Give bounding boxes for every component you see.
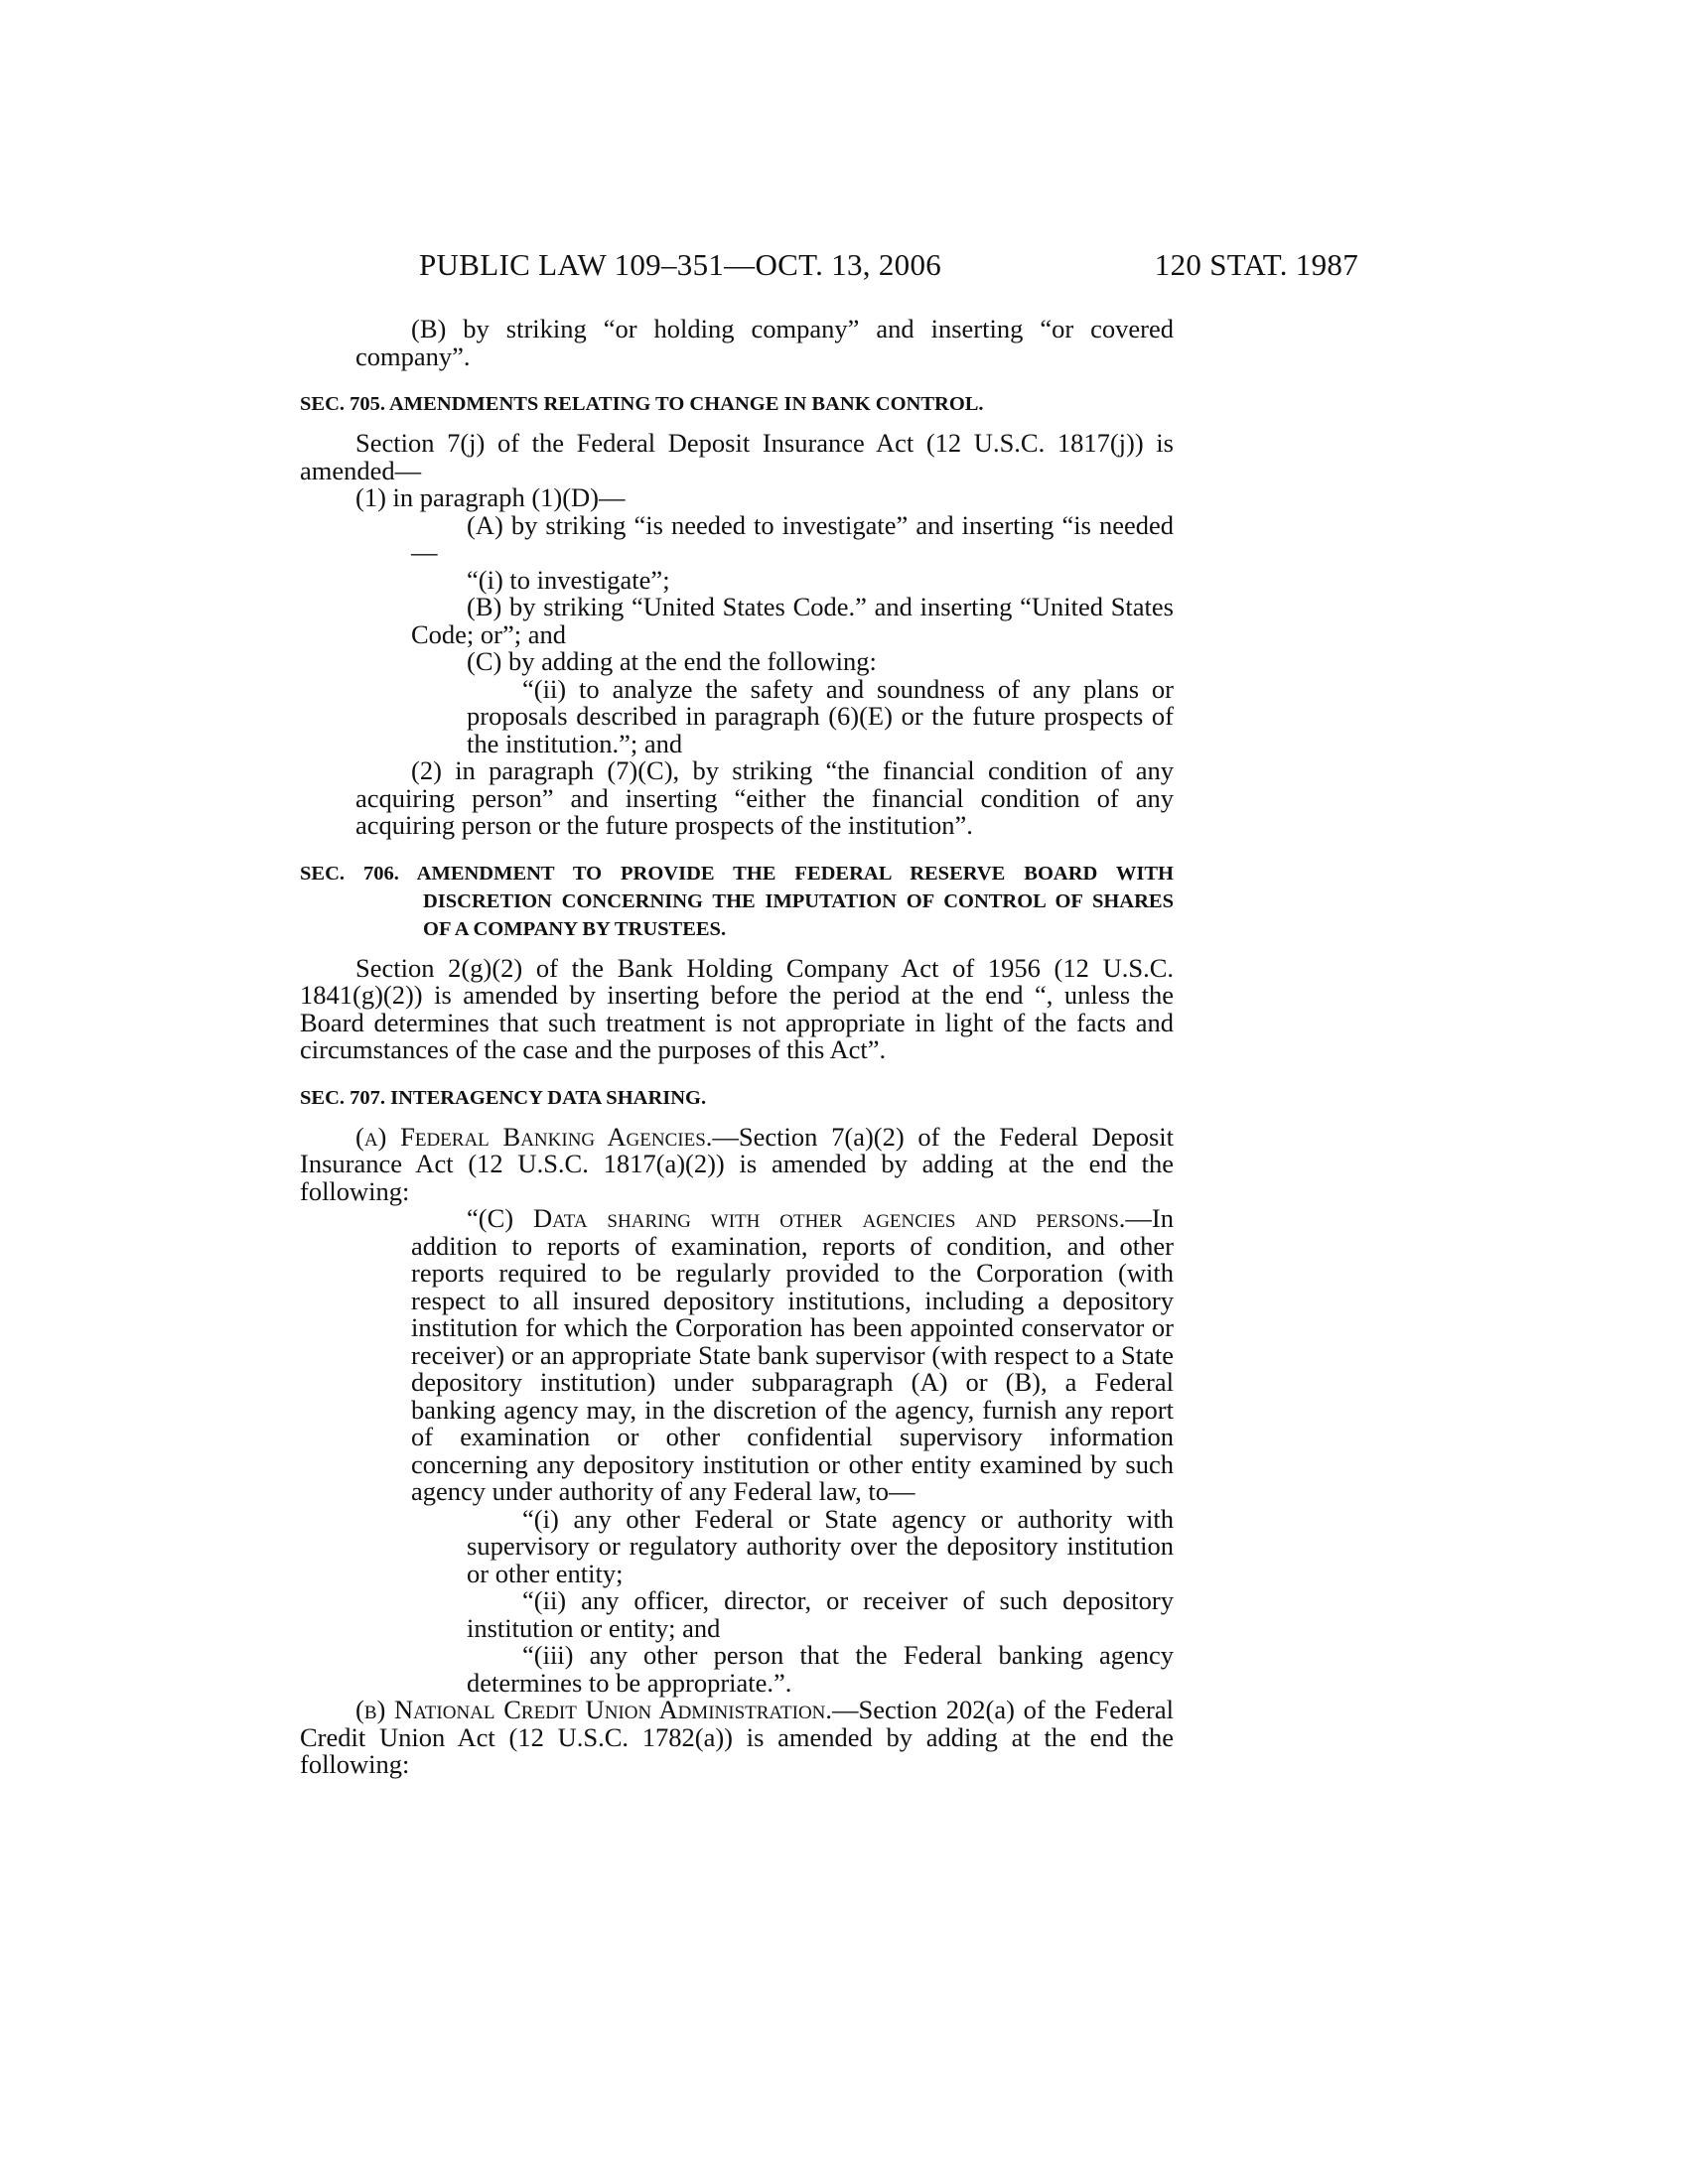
subsection-b-text: —Section 202(a) of the Federal Credit Union Act (12 U.S.C. 1782(a)) is amended by adding at the end the following: [300, 1695, 1174, 1779]
section-707-subsection-a [300, 1121, 1175, 1206]
section-707-clause-iii: “(iii) any other person that the Federal banking agency determines to be appropriate.”. [467, 1640, 1174, 1698]
section-705-item-1a: (A) by striking “is needed to investigate” and inserting “is needed— [411, 509, 1174, 567]
section-705-intro: Section 7(j) of the Federal Deposit Insurance Act (12 U.S.C. 1817(j)) is amended— [300, 428, 1174, 485]
paragraph-c-label: “(C) Data sharing with other agencies and persons. [467, 1203, 1126, 1233]
section-707-clause-ii: “(ii) any officer, director, or receiver of such depository institution or entity; and [467, 1585, 1174, 1643]
header-stat-page: 120 STAT. 1987 [1154, 247, 1358, 282]
document-body [300, 316, 1174, 1779]
section-706-body: Section 2(g)(2) of the Bank Holding Company Act of 1956 (12 U.S.C. 1841(g)(2)) is amended by inserting before the period at the end “, unless the Board determines that such treatment is not appropriate in light of the facts and circumstances of the case and the purposes of this Act”. [300, 952, 1174, 1064]
section-707-subsection-b [300, 1697, 1174, 1779]
section-705-item-1c: (C) by adding at the end the following: [467, 646, 877, 676]
subsection-b-label: (b) National Credit Union Administration. [355, 1695, 833, 1724]
section-705-item-2: (2) in paragraph (7)(C), by striking “the financial condition of any acquiring person” and inserting “either the financial condition of any acquiring person or the future prospects of the institution”. [355, 755, 1174, 840]
section-705-item-1a-i: “(i) to investigate”; [467, 564, 670, 595]
section-707-clause-i: “(i) any other Federal or State agency or authority with supervisory or regulatory authority over the depository institution or other entity; [467, 1503, 1174, 1588]
paragraph-b-covered-company: (B) by striking “or holding company” and inserting “or covered company”. [355, 314, 1174, 371]
subsection-a-text: —Section 7(a)(2) of the Federal Deposit Insurance Act (12 U.S.C. 1817(a)(2)) is amended by adding at the end the following: [300, 1121, 1175, 1206]
section-707-heading: SEC. 707. INTERAGENCY DATA SHARING. [300, 1086, 707, 1109]
section-706-heading: SEC. 706. AMENDMENT TO PROVIDE THE FEDERAL RESERVE BOARD WITH DISCRETION CONCERNING THE IMPUTATION OF CONTROL OF SHARES OF A COMPANY BY TRUSTEES. [300, 862, 1174, 940]
section-705-item-1: (1) in paragraph (1)(D)— [355, 482, 626, 512]
page-header [419, 247, 1358, 287]
section-707-paragraph-c [300, 1205, 1174, 1506]
section-705-item-1b: (B) by striking “United States Code.” and inserting “United States Code; or”; and [411, 592, 1174, 649]
header-citation: PUBLIC LAW 109–351—OCT. 13, 2006 [419, 247, 942, 282]
paragraph-c-text: —In addition to reports of examination, reports of condition, and other reports required to be regularly provided to the Corporation (with respect to all insured depository institutions, including a depository institution for which the Corporation has been appointed conservator or receiver) or an appropriate State bank supervisor (with respect to a State depository institution) under subparagraph (A) or (B), a Federal banking agency may, in the discretion of the agency, furnish any report of examination or other confidential supervisory information concerning any depository institution or other entity examined by such agency under authority of any Federal law, to— [411, 1203, 1174, 1506]
section-705-heading: SEC. 705. AMENDMENTS RELATING TO CHANGE IN BANK CONTROL. [300, 393, 984, 415]
subsection-a-label: (a) Federal Banking Agencies. [355, 1121, 713, 1152]
section-705-item-1c-ii: “(ii) to analyze the safety and soundness of any plans or proposals described in paragraph (6)(E) or the future prospects of the institution.”; and [467, 673, 1174, 758]
